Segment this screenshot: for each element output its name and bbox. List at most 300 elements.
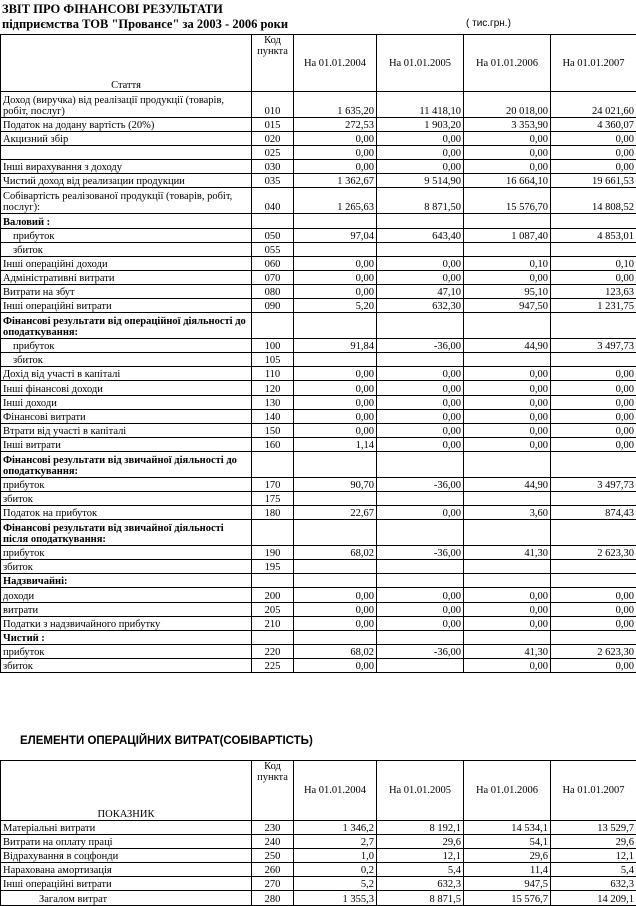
row-value: 3 353,90	[464, 118, 551, 132]
row-value: 0,00	[377, 132, 464, 146]
row-code: 170	[252, 477, 294, 491]
table-row	[1, 477, 636, 491]
row-value	[294, 520, 377, 546]
row-label: Інші операційні витрати	[1, 877, 252, 891]
row-value: 0,00	[294, 132, 377, 146]
row-value: 947,50	[464, 299, 551, 313]
row-value: 0,00	[551, 132, 636, 146]
row-label: Доход (виручка) від реалізації продукції (товарів, робіт, послуг)	[1, 92, 252, 118]
row-value: 0,00	[464, 381, 551, 395]
table-row	[1, 92, 636, 118]
row-value	[551, 313, 636, 339]
row-value: 0,00	[551, 270, 636, 284]
row-code: 120	[252, 381, 294, 395]
row-value: 11 418,10	[377, 92, 464, 118]
row-value	[464, 214, 551, 228]
row-value: 0,00	[294, 381, 377, 395]
row-label	[1, 146, 252, 160]
row-label: збиток	[1, 658, 252, 672]
table-row	[1, 630, 636, 644]
row-value	[377, 658, 464, 672]
row-value	[551, 520, 636, 546]
row-code: 025	[252, 146, 294, 160]
row-value: 47,10	[377, 284, 464, 298]
row-value: 947,5	[464, 877, 551, 891]
table-row	[1, 353, 636, 367]
row-value: 0,00	[551, 395, 636, 409]
row-value: 0,00	[551, 381, 636, 395]
row-code: 110	[252, 367, 294, 381]
row-value: 22,67	[294, 506, 377, 520]
report-subtitle: підприємства ТОВ "Провансе" за 2003 - 2006 роки	[2, 17, 288, 32]
row-value	[294, 353, 377, 367]
row-label: Інші доходи	[1, 395, 252, 409]
row-value: 15 576,70	[464, 188, 551, 214]
row-value	[551, 574, 636, 588]
table-row	[1, 560, 636, 574]
row-value: 1 362,67	[294, 174, 377, 188]
row-code	[252, 520, 294, 546]
row-label: витрати	[1, 602, 252, 616]
row-value: 0,00	[294, 602, 377, 616]
row-label: Надзвичайні:	[1, 574, 252, 588]
row-value: 13 529,7	[551, 821, 636, 835]
header-date-2006: На 01.01.2006	[464, 761, 551, 821]
row-value: 632,3	[551, 877, 636, 891]
row-value: 0,00	[294, 395, 377, 409]
row-value: 0,00	[551, 367, 636, 381]
header-date-2004: На 01.01.2004	[294, 761, 377, 821]
table-row	[1, 546, 636, 560]
table-row	[1, 270, 636, 284]
table-row	[1, 367, 636, 381]
table-row	[1, 877, 636, 891]
row-value	[464, 574, 551, 588]
table-header-row	[1, 761, 636, 821]
row-code	[252, 214, 294, 228]
row-value: 44,90	[464, 477, 551, 491]
row-value: 0,00	[551, 409, 636, 423]
table-row	[1, 160, 636, 174]
table-row	[1, 256, 636, 270]
row-code: 035	[252, 174, 294, 188]
row-value: 0,00	[464, 395, 551, 409]
row-value: 2 623,30	[551, 546, 636, 560]
row-value	[377, 491, 464, 505]
row-value: 0,00	[377, 437, 464, 451]
row-value: 54,1	[464, 835, 551, 849]
row-code: 190	[252, 546, 294, 560]
row-value: 0,00	[377, 616, 464, 630]
table-row	[1, 395, 636, 409]
row-code: 100	[252, 339, 294, 353]
header-date-2005: На 01.01.2005	[377, 761, 464, 821]
table-row	[1, 520, 636, 546]
row-value	[464, 520, 551, 546]
row-value: 0,00	[294, 409, 377, 423]
table-row	[1, 299, 636, 313]
table-row	[1, 574, 636, 588]
row-code: 205	[252, 602, 294, 616]
row-value: 2 623,30	[551, 644, 636, 658]
table-row	[1, 437, 636, 451]
row-value: 3 497,73	[551, 339, 636, 353]
row-label: прибуток	[1, 228, 252, 242]
row-value	[377, 520, 464, 546]
header-date-2004: На 01.01.2004	[294, 35, 377, 92]
row-value: 44,90	[464, 339, 551, 353]
table-row	[1, 409, 636, 423]
row-value: -36,00	[377, 339, 464, 353]
row-value: 0,00	[464, 602, 551, 616]
row-value: 4 853,01	[551, 228, 636, 242]
row-code: 015	[252, 118, 294, 132]
row-value: 0,00	[294, 423, 377, 437]
row-value: 0,00	[551, 146, 636, 160]
row-code: 090	[252, 299, 294, 313]
row-value: 0,2	[294, 863, 377, 877]
row-value: 68,02	[294, 644, 377, 658]
row-code: 060	[252, 256, 294, 270]
header-indicator: ПОКАЗНИК	[1, 761, 252, 821]
row-label: Відрахування в соцфонди	[1, 849, 252, 863]
row-value: 0,00	[551, 160, 636, 174]
row-label: Дохід від участі в капіталі	[1, 367, 252, 381]
row-value: -36,00	[377, 644, 464, 658]
row-value	[551, 491, 636, 505]
section2-title: ЕЛЕМЕНТИ ОПЕРАЦІЙНИХ ВИТРАТ(СОБІВАРТІСТЬ)	[20, 735, 313, 747]
row-code: 225	[252, 658, 294, 672]
row-value: 3,60	[464, 506, 551, 520]
table-row	[1, 339, 636, 353]
financial-results-table	[0, 34, 636, 673]
header-article: Стаття	[1, 35, 252, 92]
row-value	[464, 313, 551, 339]
row-label: прибуток	[1, 477, 252, 491]
row-code: 040	[252, 188, 294, 214]
row-label: Фінансові результати від звичайної діяльності до оподаткування:	[1, 451, 252, 477]
table-row	[1, 863, 636, 877]
row-value	[294, 242, 377, 256]
row-label: Інші операційні витрати	[1, 299, 252, 313]
row-value: 4 360,07	[551, 118, 636, 132]
row-label: Податок на додану вартість (20%)	[1, 118, 252, 132]
row-value: 0,00	[551, 616, 636, 630]
row-value: 0,10	[464, 256, 551, 270]
row-value: 20 018,00	[464, 92, 551, 118]
row-value	[551, 242, 636, 256]
row-value: 68,02	[294, 546, 377, 560]
row-label: Інші операційні доходи	[1, 256, 252, 270]
row-value: 643,40	[377, 228, 464, 242]
row-value: 0,00	[551, 588, 636, 602]
row-value	[551, 630, 636, 644]
row-code	[252, 630, 294, 644]
row-value: 0,00	[551, 423, 636, 437]
table-row	[1, 146, 636, 160]
table-row	[1, 381, 636, 395]
header-date-2007: На 01.01.2007	[551, 35, 636, 92]
row-value: 1 635,20	[294, 92, 377, 118]
row-label: Матеріальні витрати	[1, 821, 252, 835]
row-value: 15 576,7	[464, 891, 551, 905]
table-row	[1, 821, 636, 835]
table-row	[1, 616, 636, 630]
table-row	[1, 491, 636, 505]
row-value: 0,00	[377, 588, 464, 602]
row-value: 5,4	[377, 863, 464, 877]
row-value: 0,00	[464, 146, 551, 160]
row-value: 1 231,75	[551, 299, 636, 313]
row-label: Інші вирахування з доходу	[1, 160, 252, 174]
row-value: 9 514,90	[377, 174, 464, 188]
row-value: 5,4	[551, 863, 636, 877]
row-label: Інші витрати	[1, 437, 252, 451]
row-code: 080	[252, 284, 294, 298]
row-label: Акцизний збір	[1, 132, 252, 146]
table-row	[1, 118, 636, 132]
row-code: 050	[252, 228, 294, 242]
header-date-2006: На 01.01.2006	[464, 35, 551, 92]
table-row	[1, 188, 636, 214]
row-value	[551, 451, 636, 477]
row-value: 11,4	[464, 863, 551, 877]
row-value: 0,00	[464, 132, 551, 146]
row-value: 29,6	[464, 849, 551, 863]
row-value: 29,6	[377, 835, 464, 849]
row-code: 150	[252, 423, 294, 437]
row-value	[377, 451, 464, 477]
table-header-row	[1, 35, 636, 92]
row-value: 0,00	[551, 602, 636, 616]
row-value	[377, 313, 464, 339]
row-code: 240	[252, 835, 294, 849]
row-value: -36,00	[377, 546, 464, 560]
row-label: Податки з надзвичайного прибутку	[1, 616, 252, 630]
total-row	[1, 891, 636, 905]
row-value: 0,00	[294, 146, 377, 160]
row-value: 5,20	[294, 299, 377, 313]
row-label: Чистий :	[1, 630, 252, 644]
row-code: 260	[252, 863, 294, 877]
row-code: 195	[252, 560, 294, 574]
row-value: 0,00	[377, 602, 464, 616]
row-value	[294, 451, 377, 477]
row-value: 1,14	[294, 437, 377, 451]
row-label: Загалом витрат	[1, 891, 252, 905]
row-label: Податок на прибуток	[1, 506, 252, 520]
row-value: 12,1	[551, 849, 636, 863]
table-row	[1, 849, 636, 863]
row-value: 0,00	[551, 658, 636, 672]
row-code: 055	[252, 242, 294, 256]
table-row	[1, 214, 636, 228]
row-value: 0,00	[377, 256, 464, 270]
row-value: 0,00	[377, 146, 464, 160]
row-label: Фінансові результати від звичайної діяльності після оподаткування:	[1, 520, 252, 546]
table-row	[1, 658, 636, 672]
row-value	[377, 353, 464, 367]
row-value	[551, 560, 636, 574]
table-row	[1, 835, 636, 849]
row-value: 0,00	[464, 658, 551, 672]
row-value: 0,00	[464, 588, 551, 602]
row-value: 1 903,20	[377, 118, 464, 132]
row-code: 270	[252, 877, 294, 891]
row-value	[377, 242, 464, 256]
row-value: 0,00	[294, 270, 377, 284]
table-row	[1, 451, 636, 477]
row-label: Фінансові витрати	[1, 409, 252, 423]
row-value	[464, 630, 551, 644]
row-value: 0,10	[551, 256, 636, 270]
row-value: 2,7	[294, 835, 377, 849]
row-code	[252, 574, 294, 588]
row-value: 12,1	[377, 849, 464, 863]
row-code: 140	[252, 409, 294, 423]
row-code: 250	[252, 849, 294, 863]
row-value	[294, 574, 377, 588]
table-row	[1, 644, 636, 658]
report-title: ЗВІТ ПРО ФІНАНСОВІ РЕЗУЛЬТАТИ	[2, 2, 223, 17]
row-value	[294, 560, 377, 574]
row-label: збиток	[1, 242, 252, 256]
row-code	[252, 451, 294, 477]
row-label: Витрати на збут	[1, 284, 252, 298]
row-value: 0,00	[464, 367, 551, 381]
row-value: 1,0	[294, 849, 377, 863]
row-label: Втрати від участі в капіталі	[1, 423, 252, 437]
row-value: 123,63	[551, 284, 636, 298]
row-value: 0,00	[464, 160, 551, 174]
row-value: 8 871,5	[377, 891, 464, 905]
row-value	[464, 451, 551, 477]
row-value: 95,10	[464, 284, 551, 298]
table-row	[1, 132, 636, 146]
row-label: Адміністративні витрати	[1, 270, 252, 284]
header-date-2007: На 01.01.2007	[551, 761, 636, 821]
row-label: доходи	[1, 588, 252, 602]
row-value	[464, 242, 551, 256]
row-value: 8 871,50	[377, 188, 464, 214]
row-value: 0,00	[294, 588, 377, 602]
row-code: 130	[252, 395, 294, 409]
row-value: 0,00	[377, 395, 464, 409]
row-value: 1 346,2	[294, 821, 377, 835]
row-value: 0,00	[464, 423, 551, 437]
row-value	[551, 353, 636, 367]
row-value: 5,2	[294, 877, 377, 891]
row-value: 14 209,1	[551, 891, 636, 905]
header-code: Код пункта	[252, 761, 294, 821]
row-value: 8 192,1	[377, 821, 464, 835]
table-row	[1, 588, 636, 602]
row-label: Валовий :	[1, 214, 252, 228]
row-label: збиток	[1, 353, 252, 367]
header-code: Код пункта	[252, 35, 294, 92]
table-row	[1, 313, 636, 339]
row-code: 230	[252, 821, 294, 835]
row-value: 29,6	[551, 835, 636, 849]
row-code: 010	[252, 92, 294, 118]
row-value: 14 808,52	[551, 188, 636, 214]
row-value	[377, 630, 464, 644]
row-code: 210	[252, 616, 294, 630]
row-value: 0,00	[377, 506, 464, 520]
row-value: 874,43	[551, 506, 636, 520]
table-row	[1, 423, 636, 437]
row-value: 1 087,40	[464, 228, 551, 242]
table-row	[1, 602, 636, 616]
header-date-2005: На 01.01.2005	[377, 35, 464, 92]
row-value	[464, 491, 551, 505]
row-value	[377, 214, 464, 228]
row-code: 180	[252, 506, 294, 520]
row-code: 070	[252, 270, 294, 284]
row-value: 14 534,1	[464, 821, 551, 835]
row-value: 19 661,53	[551, 174, 636, 188]
row-label: прибуток	[1, 546, 252, 560]
row-code: 200	[252, 588, 294, 602]
row-label: Собівартість реалізованої продукції (товарів, робіт, послуг):	[1, 188, 252, 214]
row-code: 280	[252, 891, 294, 905]
row-label: збиток	[1, 491, 252, 505]
table-row	[1, 174, 636, 188]
row-value: 91,84	[294, 339, 377, 353]
row-code: 220	[252, 644, 294, 658]
row-value: 0,00	[377, 367, 464, 381]
row-value	[464, 353, 551, 367]
row-code	[252, 313, 294, 339]
row-value: 0,00	[464, 437, 551, 451]
table-row	[1, 242, 636, 256]
row-code: 030	[252, 160, 294, 174]
row-value: 1 265,63	[294, 188, 377, 214]
row-value	[294, 313, 377, 339]
row-value	[294, 491, 377, 505]
row-label: збиток	[1, 560, 252, 574]
row-value: -36,00	[377, 477, 464, 491]
row-value: 3 497,73	[551, 477, 636, 491]
row-label: Витрати на оплату праці	[1, 835, 252, 849]
row-value: 0,00	[377, 160, 464, 174]
row-value: 41,30	[464, 546, 551, 560]
row-value: 41,30	[464, 644, 551, 658]
row-value: 0,00	[551, 437, 636, 451]
row-value: 0,00	[377, 409, 464, 423]
row-value: 0,00	[294, 658, 377, 672]
row-value: 632,30	[377, 299, 464, 313]
row-code: 020	[252, 132, 294, 146]
row-value: 0,00	[294, 256, 377, 270]
operating-costs-table	[0, 760, 636, 906]
row-value: 0,00	[464, 409, 551, 423]
row-code: 175	[252, 491, 294, 505]
row-value: 1 355,3	[294, 891, 377, 905]
row-code: 105	[252, 353, 294, 367]
row-value	[377, 574, 464, 588]
row-value: 0,00	[464, 270, 551, 284]
row-value: 0,00	[294, 284, 377, 298]
row-value: 632,3	[377, 877, 464, 891]
row-label: Фінансові результати від операційної діяльності до оподаткування:	[1, 313, 252, 339]
row-value: 0,00	[294, 160, 377, 174]
row-value: 0,00	[294, 616, 377, 630]
table-row	[1, 506, 636, 520]
units-note: ( тис.грн.)	[466, 18, 511, 29]
row-label: Чистий доход від реализации продукции	[1, 174, 252, 188]
row-value: 0,00	[464, 616, 551, 630]
